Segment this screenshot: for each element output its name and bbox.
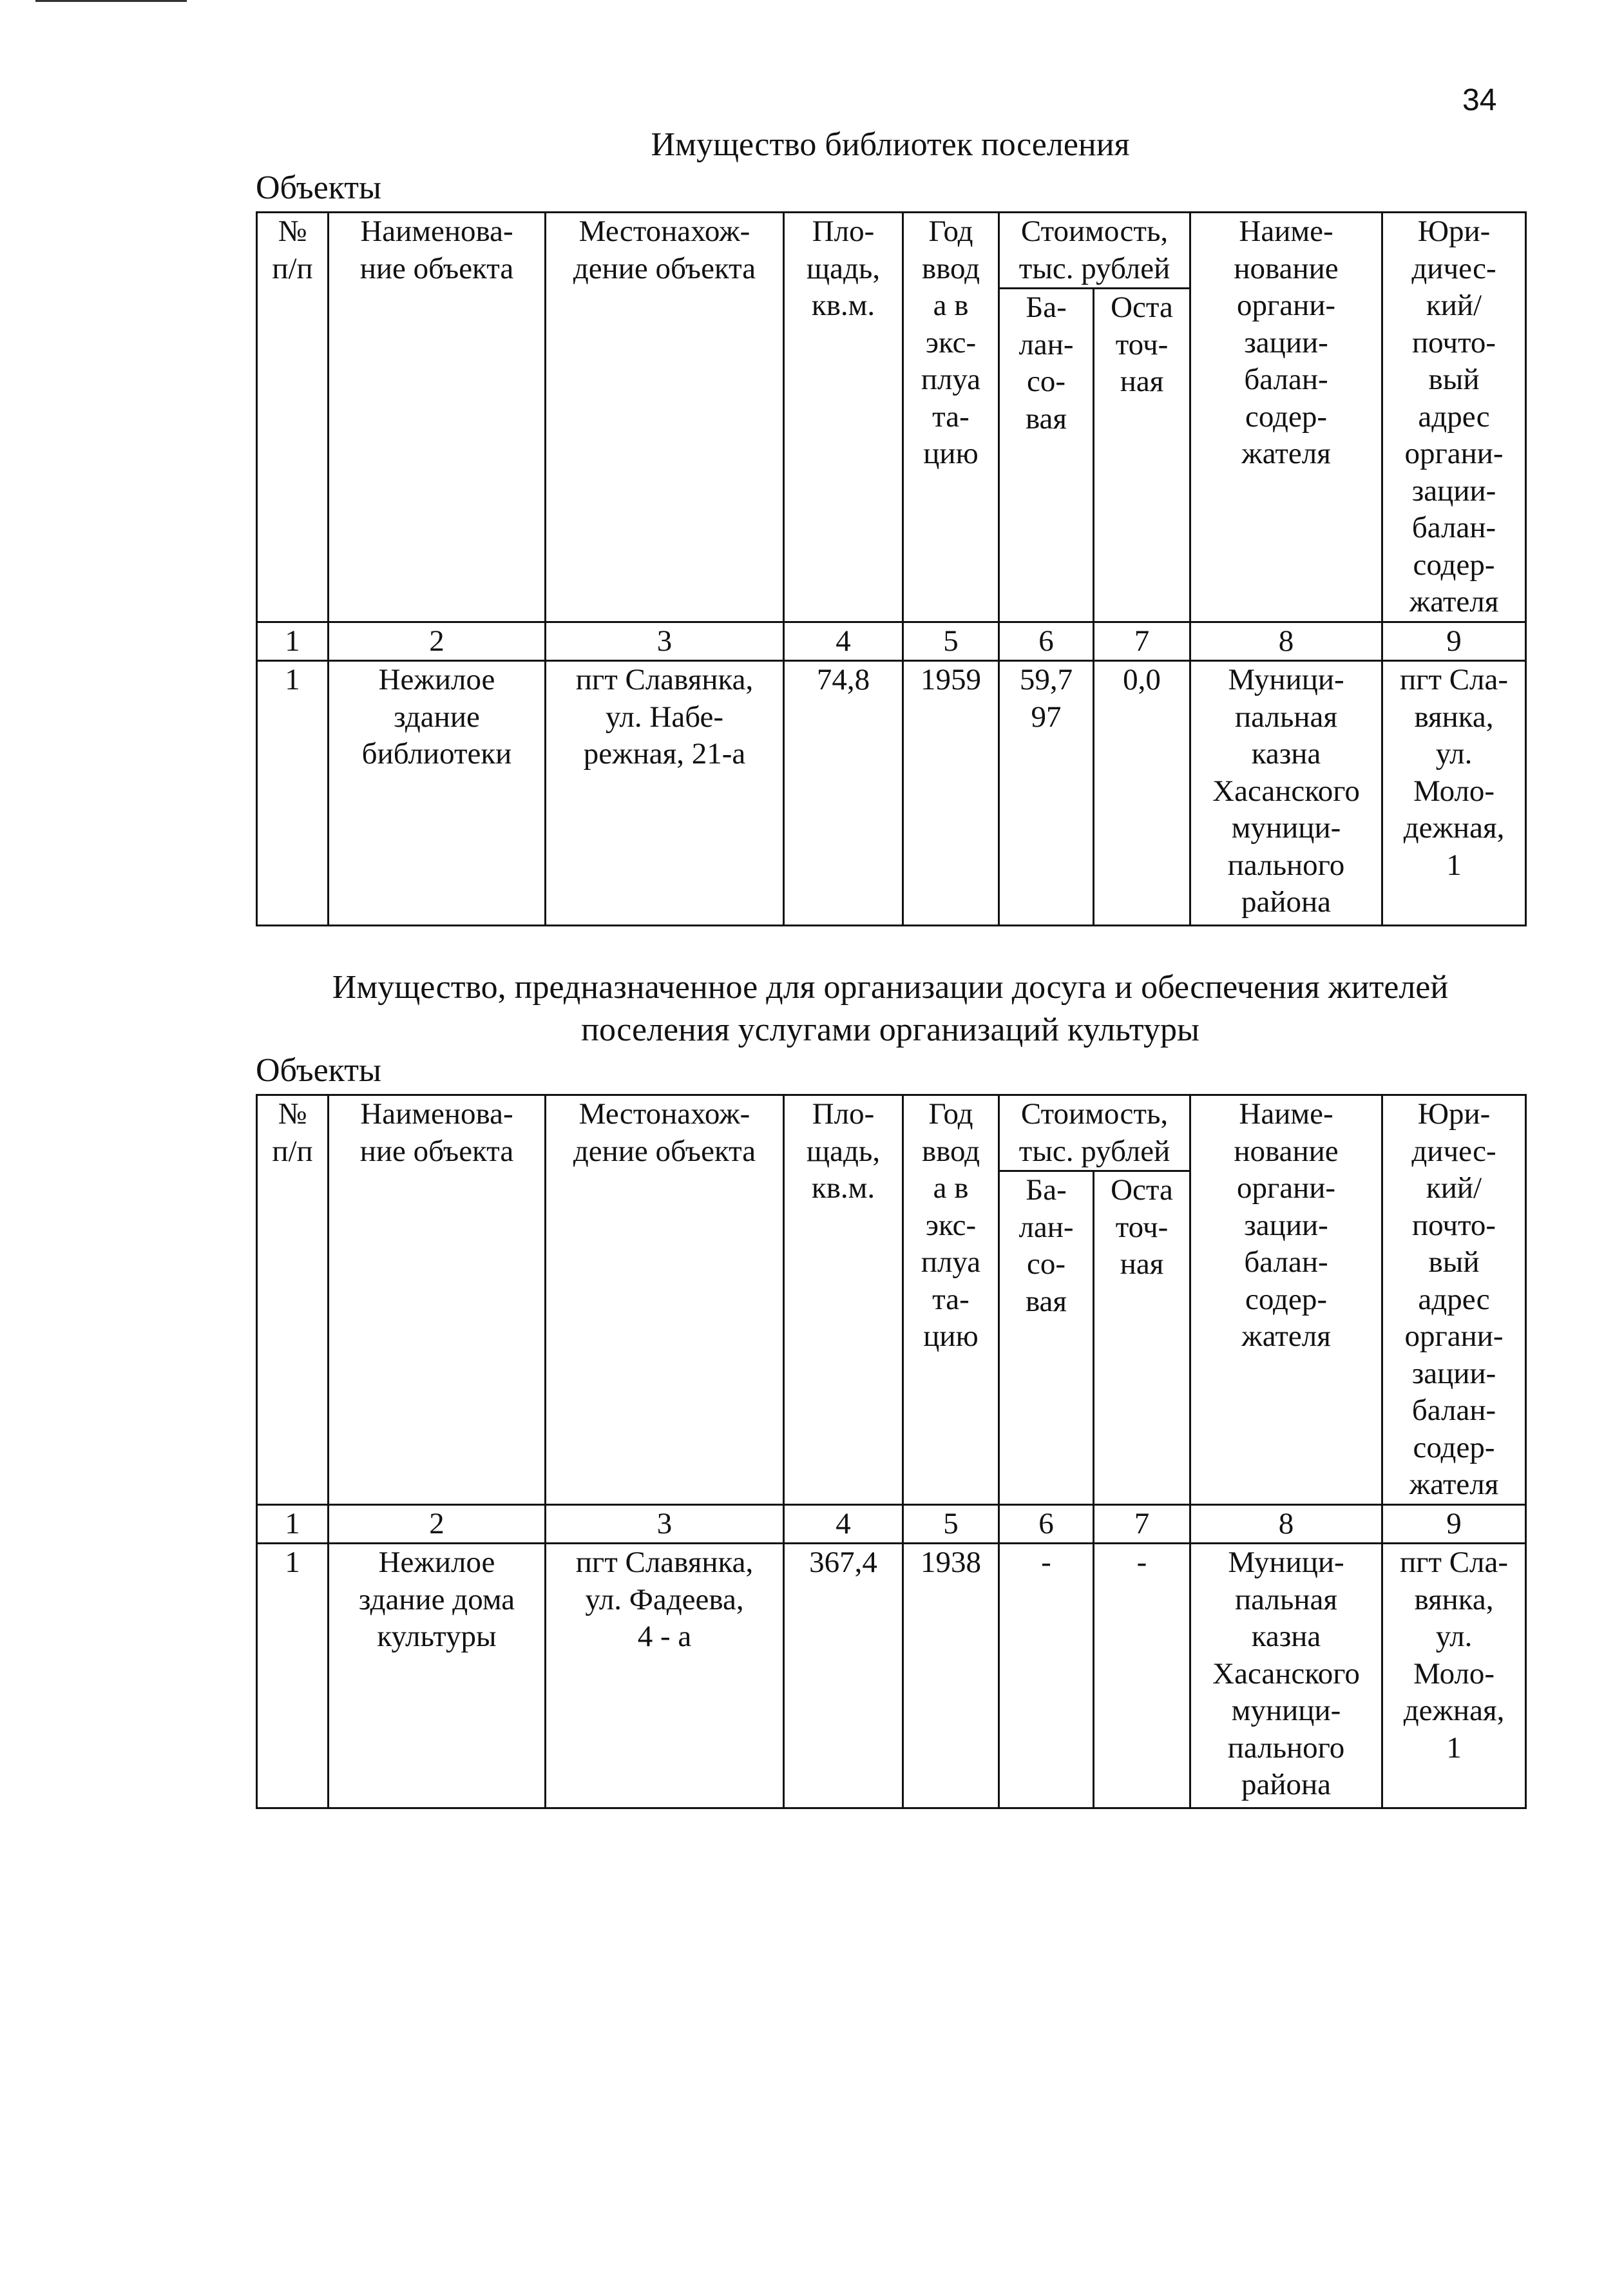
table-row <box>257 1544 1526 1808</box>
cell-residual: - <box>1094 1544 1190 1808</box>
header-area: Пло- щадь, кв.м. <box>784 1095 903 1505</box>
cell-address: пгт Сла- вянка, ул. Моло- дежная, 1 <box>1382 1544 1526 1808</box>
cell-no: 1 <box>257 1544 329 1808</box>
section-title-libraries: Имущество библиотек поселения <box>651 126 1130 163</box>
header-year: Год ввод а в экс- плуа та- цию <box>903 213 999 622</box>
column-number: 2 <box>329 1504 546 1544</box>
cell-location: пгт Славянка, ул. Набе- режная, 21-а <box>546 661 784 926</box>
section-title-culture: Имущество, предназначенное для организации досуга и обеспечения жителей поселения услугами организаций культуры <box>332 969 1449 1048</box>
cell-balance: 59,7 97 <box>999 661 1094 926</box>
header-no: № п/п <box>257 1095 329 1505</box>
cell-residual: 0,0 <box>1094 661 1190 926</box>
cell-year: 1959 <box>903 661 999 926</box>
cell-balance: - <box>999 1544 1094 1808</box>
cell-org: Муници- пальная казна Хасанского муници- пального района <box>1190 1544 1382 1808</box>
column-number: 5 <box>903 1504 999 1544</box>
column-number: 8 <box>1190 1504 1382 1544</box>
column-number: 5 <box>903 622 999 661</box>
column-number: 9 <box>1382 1504 1526 1544</box>
column-number: 4 <box>784 1504 903 1544</box>
header-org: Наиме- нование органи- зации- балан- содер- жателя <box>1190 1095 1382 1505</box>
cell-name: Нежилое здание дома культуры <box>329 1544 546 1808</box>
column-number: 8 <box>1190 622 1382 661</box>
header-name: Наименова- ние объекта <box>329 1095 546 1505</box>
caption-objects: Объекты <box>256 169 381 206</box>
header-cost: Стоимость, тыс. рублей <box>999 1095 1190 1171</box>
cell-year: 1938 <box>903 1544 999 1808</box>
column-number: 3 <box>546 622 784 661</box>
cell-no: 1 <box>257 661 329 926</box>
column-number: 4 <box>784 622 903 661</box>
caption-objects: Объекты <box>256 1052 381 1089</box>
cell-address: пгт Сла- вянка, ул. Моло- дежная, 1 <box>1382 661 1526 926</box>
column-number: 7 <box>1094 1504 1190 1544</box>
header-residual: Оста точ- ная <box>1094 289 1190 622</box>
header-org: Наиме- нование органи- зации- балан- содер- жателя <box>1190 213 1382 622</box>
column-number: 2 <box>329 622 546 661</box>
column-number: 1 <box>257 1504 329 1544</box>
header-location: Местонахож- дение объекта <box>546 1095 784 1505</box>
header-balance: Ба- лан- со- вая <box>999 1171 1094 1504</box>
column-number: 6 <box>999 1504 1094 1544</box>
cell-area: 74,8 <box>784 661 903 926</box>
column-number: 9 <box>1382 622 1526 661</box>
header-no: № п/п <box>257 213 329 622</box>
column-number: 3 <box>546 1504 784 1544</box>
cell-location: пгт Славянка, ул. Фадеева, 4 - а <box>546 1544 784 1808</box>
page-number: 34 <box>1462 83 1497 117</box>
header-year: Год ввод а в экс- плуа та- цию <box>903 1095 999 1505</box>
cell-org: Муници- пальная казна Хасанского муници- пального района <box>1190 661 1382 926</box>
header-residual: Оста точ- ная <box>1094 1171 1190 1504</box>
header-name: Наименова- ние объекта <box>329 213 546 622</box>
column-number: 6 <box>999 622 1094 661</box>
header-cost: Стоимость, тыс. рублей <box>999 213 1190 289</box>
header-address: Юри- дичес- кий/ почто- вый адрес органи- зации- балан- содер- жателя <box>1382 213 1526 622</box>
top-rule <box>35 0 187 2</box>
header-balance: Ба- лан- со- вая <box>999 289 1094 622</box>
header-location: Местонахож- дение объекта <box>546 213 784 622</box>
header-address: Юри- дичес- кий/ почто- вый адрес органи- зации- балан- содер- жателя <box>1382 1095 1526 1505</box>
header-area: Пло- щадь, кв.м. <box>784 213 903 622</box>
cell-name: Нежилое здание библиотеки <box>329 661 546 926</box>
column-number: 7 <box>1094 622 1190 661</box>
libraries-table <box>256 211 1527 926</box>
cell-area: 367,4 <box>784 1544 903 1808</box>
column-number: 1 <box>257 622 329 661</box>
table-row <box>257 661 1526 926</box>
culture-table <box>256 1094 1527 1809</box>
